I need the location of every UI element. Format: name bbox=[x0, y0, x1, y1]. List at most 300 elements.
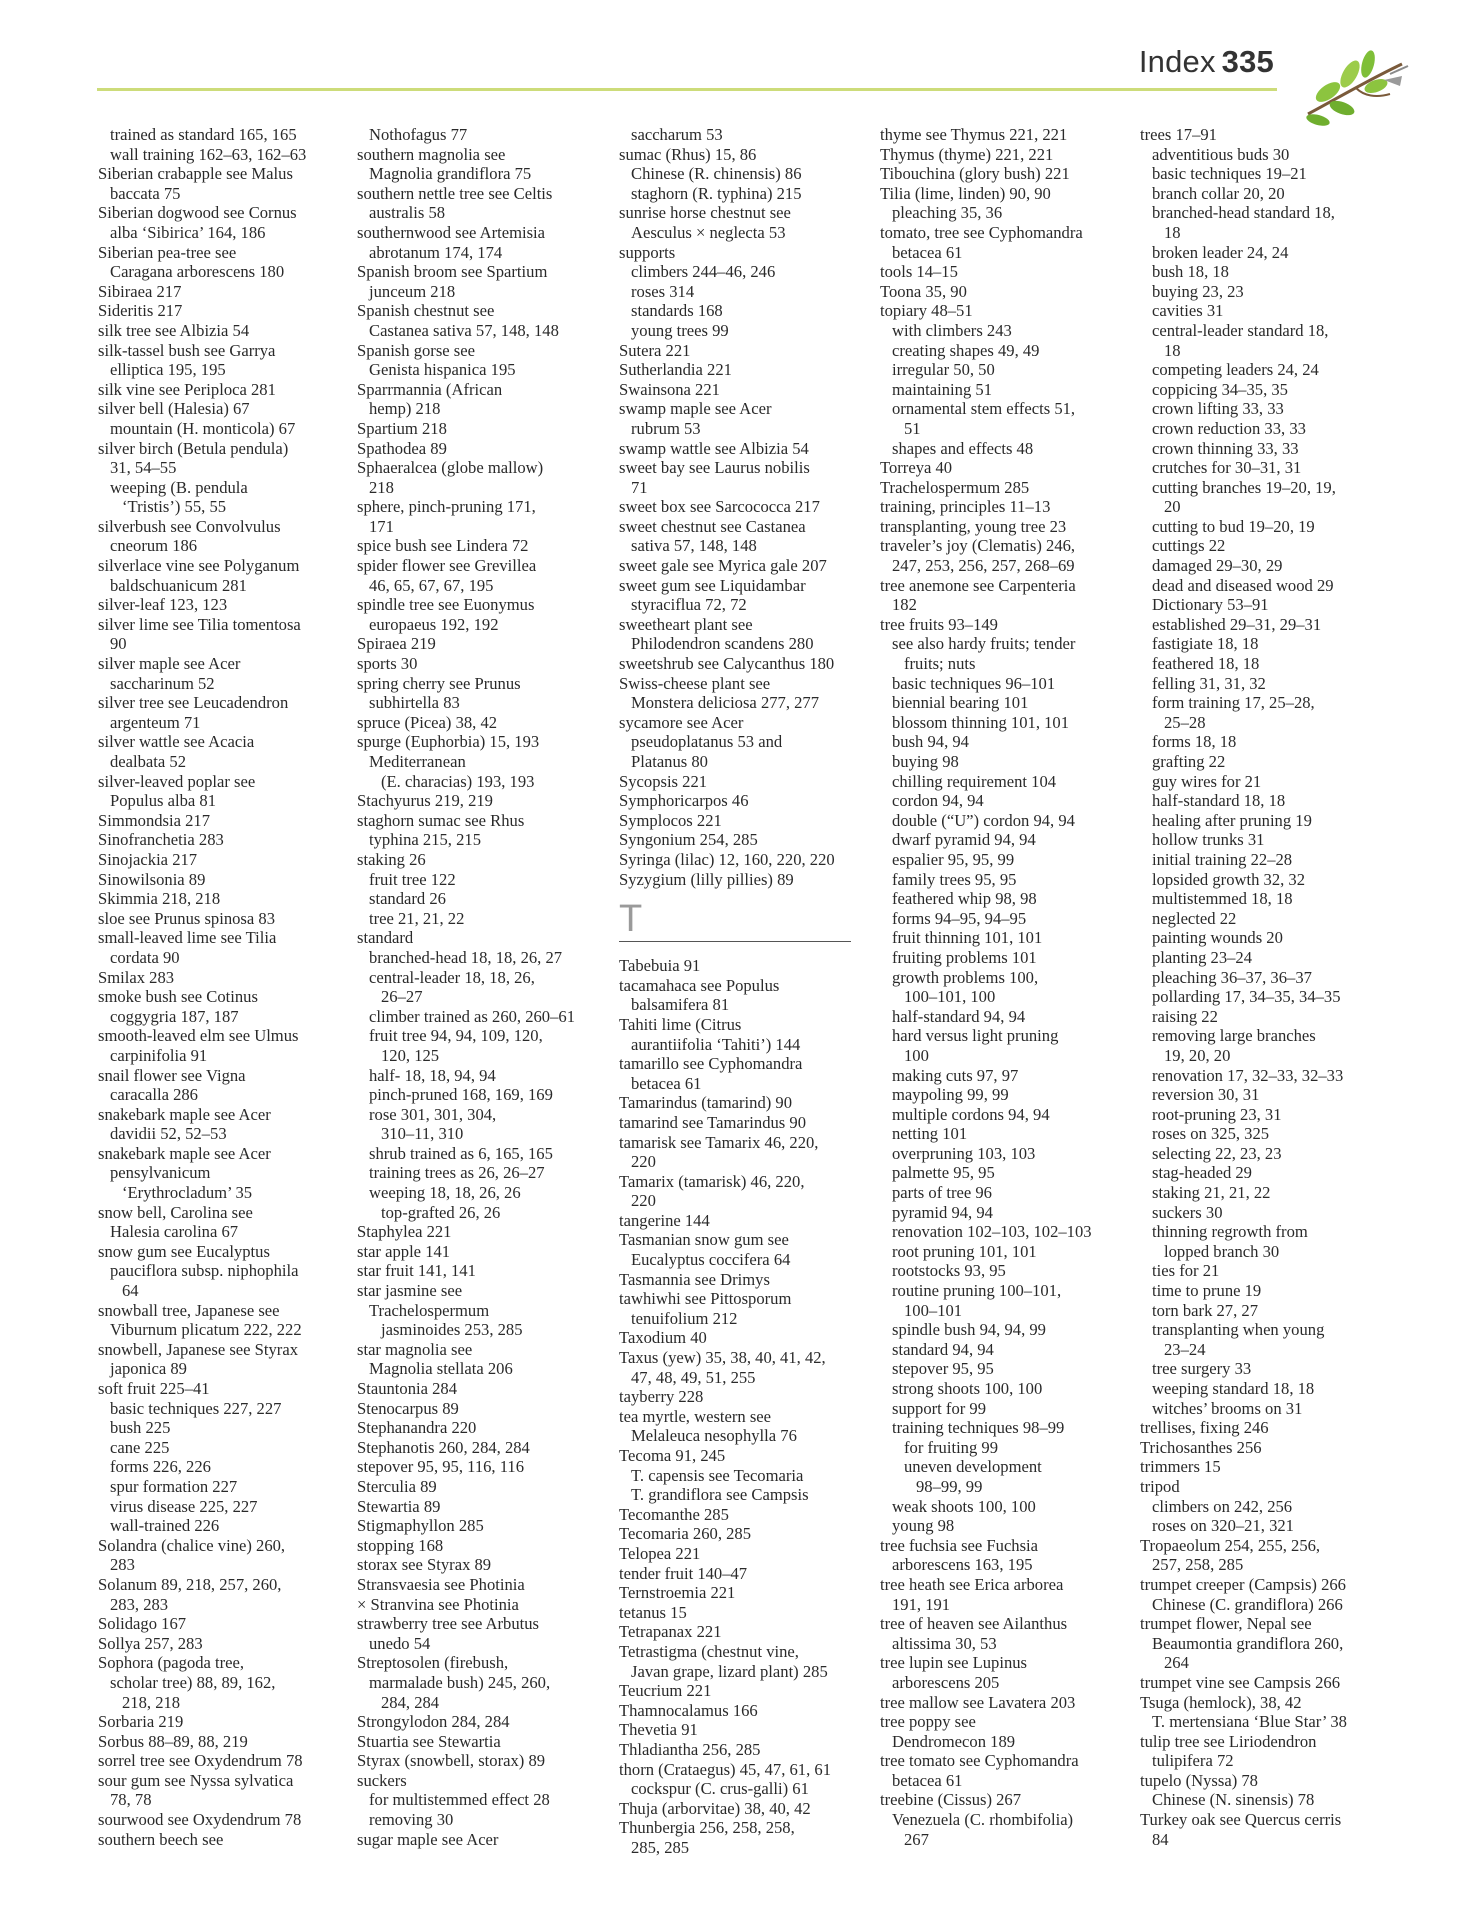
index-entry: Sphaeralcea (globe mallow) bbox=[357, 458, 544, 478]
index-entry: spruce (Picea) 38, 42 bbox=[357, 712, 498, 732]
index-entry: cutting to bud 19–20, 19 bbox=[1152, 516, 1315, 536]
index-entry: chilling requirement 104 bbox=[892, 771, 1057, 791]
index-entry: irregular 50, 50 bbox=[892, 360, 995, 380]
index-entry: roses on 320–21, 321 bbox=[1152, 1516, 1294, 1536]
index-entry: training techniques 98–99 bbox=[892, 1418, 1065, 1438]
index-entry: Populus alba 81 bbox=[110, 791, 217, 811]
index-entry: Tetrapanax 221 bbox=[619, 1622, 722, 1642]
index-entry: Spanish gorse see bbox=[357, 340, 475, 360]
index-entry: basic techniques 19–21 bbox=[1152, 164, 1307, 184]
index-entry: cuttings 22 bbox=[1152, 536, 1226, 556]
index-entry: root pruning 101, 101 bbox=[892, 1241, 1037, 1261]
index-entry: 84 bbox=[1152, 1829, 1169, 1849]
index-entry: young trees 99 bbox=[631, 320, 729, 340]
index-entry: uneven development bbox=[904, 1457, 1042, 1477]
index-entry: spindle tree see Euonymus bbox=[357, 595, 535, 615]
index-entry: 285, 285 bbox=[631, 1837, 690, 1857]
index-entry: Stigmaphyllon 285 bbox=[357, 1516, 484, 1536]
index-entry: silver-leaved poplar see bbox=[98, 771, 256, 791]
index-entry: 284, 284 bbox=[381, 1692, 440, 1712]
index-entry: smooth-leaved elm see Ulmus bbox=[98, 1026, 299, 1046]
index-entry: adventitious buds 30 bbox=[1152, 144, 1290, 164]
index-entry: snowball tree, Japanese see bbox=[98, 1300, 280, 1320]
index-entry: Trachelospermum 285 bbox=[880, 477, 1030, 497]
index-entry: forms 94–95, 94–95 bbox=[892, 908, 1027, 928]
index-entry: healing after pruning 19 bbox=[1152, 810, 1312, 830]
index-entry: Strongylodon 284, 284 bbox=[357, 1712, 510, 1732]
index-entry: Smilax 283 bbox=[98, 967, 175, 987]
index-entry: rootstocks 93, 95 bbox=[892, 1261, 1006, 1281]
index-entry: staking 26 bbox=[357, 849, 426, 869]
index-entry: mountain (H. monticola) 67 bbox=[110, 418, 296, 438]
index-entry: japonica 89 bbox=[110, 1359, 187, 1379]
index-entry: 71 bbox=[631, 477, 648, 497]
index-entry: Thladiantha 256, 285 bbox=[619, 1739, 761, 1759]
index-entry: tupelo (Nyssa) 78 bbox=[1140, 1770, 1258, 1790]
index-entry: silver-leaf 123, 123 bbox=[98, 595, 228, 615]
index-entry: Teucrium 221 bbox=[619, 1681, 712, 1701]
index-entry: hollow trunks 31 bbox=[1152, 830, 1265, 850]
index-entry: Spartium 218 bbox=[357, 418, 447, 438]
index-entry: trumpet creeper (Campsis) 266 bbox=[1140, 1574, 1346, 1594]
index-entry: Stachyurus 219, 219 bbox=[357, 791, 493, 811]
index-entry: parts of tree 96 bbox=[892, 1183, 992, 1203]
index-entry: Solanum 89, 218, 257, 260, bbox=[98, 1574, 282, 1594]
index-entry: Dictionary 53–91 bbox=[1152, 595, 1269, 615]
index-entry: making cuts 97, 97 bbox=[892, 1065, 1019, 1085]
index-entry: Solandra (chalice vine) 260, bbox=[98, 1535, 286, 1555]
index-entry: sweet box see Sarcococca 217 bbox=[619, 497, 820, 517]
index-entry: saccharinum 52 bbox=[110, 673, 215, 693]
index-entry: snowbell, Japanese see Styrax bbox=[98, 1339, 298, 1359]
index-entry: thyme see Thymus 221, 221 bbox=[880, 125, 1068, 144]
index-entry: Spiraea 219 bbox=[357, 634, 436, 654]
index-entry: star jasmine see bbox=[357, 1281, 463, 1301]
index-entry: 182 bbox=[892, 595, 917, 615]
index-entry: balsamifera 81 bbox=[631, 995, 730, 1015]
index-entry: tree mallow see Lavatera 203 bbox=[880, 1692, 1076, 1712]
index-entry: Taxus (yew) 35, 38, 40, 41, 42, bbox=[619, 1348, 826, 1368]
index-entry: trellises, fixing 246 bbox=[1140, 1418, 1269, 1438]
index-entry: Telopea 221 bbox=[619, 1543, 701, 1563]
index-entry: carpinifolia 91 bbox=[110, 1045, 208, 1065]
index-entry: styraciflua 72, 72 bbox=[631, 595, 747, 615]
index-entry: removing 30 bbox=[369, 1810, 454, 1830]
index-entry: creating shapes 49, 49 bbox=[892, 340, 1040, 360]
index-entry: unedo 54 bbox=[369, 1633, 431, 1653]
index-entry: sumac (Rhus) 15, 86 bbox=[619, 144, 757, 164]
index-entry: for multistemmed effect 28 bbox=[369, 1790, 550, 1810]
index-entry: Syringa (lilac) 12, 160, 220, 220 bbox=[619, 849, 835, 869]
page-header bbox=[0, 0, 1467, 110]
index-entry: Venezuela (C. rhombifolia) bbox=[892, 1810, 1074, 1830]
index-entry: sunrise horse chestnut see bbox=[619, 203, 791, 223]
index-entry: central-leader 18, 18, 26, bbox=[369, 967, 535, 987]
index-entry: elliptica 195, 195 bbox=[110, 360, 226, 380]
index-entry: Chinese (N. sinensis) 78 bbox=[1152, 1790, 1315, 1810]
index-entry: strong shoots 100, 100 bbox=[892, 1379, 1043, 1398]
index-entry: Tecoma 91, 245 bbox=[619, 1446, 726, 1465]
index-entry: storax see Styrax 89 bbox=[357, 1555, 492, 1575]
index-entry: raising 22 bbox=[1152, 1006, 1218, 1026]
index-entry: 191, 191 bbox=[892, 1594, 951, 1614]
index-entry: espalier 95, 95, 99 bbox=[892, 849, 1015, 869]
index-entry: baldschuanicum 281 bbox=[110, 575, 247, 595]
index-entry: suckers 30 bbox=[1152, 1202, 1223, 1222]
page-number: 335 bbox=[1221, 44, 1274, 79]
index-entry: established 29–31, 29–31 bbox=[1152, 614, 1322, 634]
index-entry: weeping standard 18, 18 bbox=[1152, 1379, 1315, 1398]
index-entry: tamarillo see Cyphomandra bbox=[619, 1054, 803, 1074]
index-entry: transplanting when young bbox=[1152, 1320, 1325, 1340]
index-entry: Sterculia 89 bbox=[357, 1476, 437, 1496]
index-entry: dead and diseased wood 29 bbox=[1152, 575, 1334, 595]
index-entry: weeping (B. pendula bbox=[110, 477, 248, 497]
index-entry: virus disease 225, 227 bbox=[110, 1496, 258, 1516]
index-entry: cordata 90 bbox=[110, 947, 180, 967]
index-entry: × Stranvina see Photinia bbox=[357, 1594, 519, 1614]
index-entry: Toona 35, 90 bbox=[880, 281, 967, 301]
index-entry: felling 31, 31, 32 bbox=[1152, 673, 1266, 693]
index-entry: Styrax (snowbell, storax) 89 bbox=[357, 1751, 546, 1771]
index-entry: roses on 325, 325 bbox=[1152, 1124, 1270, 1144]
index-entry: weak shoots 100, 100 bbox=[892, 1496, 1036, 1516]
index-entry: tools 14–15 bbox=[880, 262, 958, 282]
index-entry: netting 101 bbox=[892, 1124, 968, 1144]
index-entry: Nothofagus 77 bbox=[369, 125, 468, 144]
index-entry: (E. characias) 193, 193 bbox=[381, 771, 535, 791]
index-entry: bush 18, 18 bbox=[1152, 262, 1229, 282]
index-label: Index bbox=[1138, 44, 1216, 79]
index-entry: multiple cordons 94, 94 bbox=[892, 1104, 1050, 1124]
index-entry: subhirtella 83 bbox=[369, 693, 460, 713]
index-entry: time to prune 19 bbox=[1152, 1281, 1262, 1301]
index-entry: trumpet vine see Campsis 266 bbox=[1140, 1672, 1341, 1692]
index-entry: spice bush see Lindera 72 bbox=[357, 536, 529, 556]
index-column-4 bbox=[880, 125, 1132, 1849]
index-entry: painting wounds 20 bbox=[1152, 928, 1283, 948]
index-entry: standards 168 bbox=[631, 301, 723, 321]
index-entry: fruit tree 94, 94, 109, 120, bbox=[369, 1026, 543, 1046]
index-entry: Beaumontia grandiflora 260, bbox=[1152, 1633, 1344, 1653]
index-entry: lopsided growth 32, 32 bbox=[1152, 869, 1306, 889]
index-entry: tree 21, 21, 22 bbox=[369, 908, 465, 928]
index-entry: tree fuchsia see Fuchsia bbox=[880, 1535, 1039, 1555]
index-entry: growth problems 100, bbox=[892, 967, 1039, 987]
index-entry: smoke bush see Cotinus bbox=[98, 987, 258, 1007]
index-entry: broken leader 24, 24 bbox=[1152, 242, 1289, 262]
index-entry: Tamarix (tamarisk) 46, 220, bbox=[619, 1171, 805, 1191]
index-entry: root-pruning 23, 31 bbox=[1152, 1104, 1282, 1124]
index-entry: standard 94, 94 bbox=[892, 1339, 994, 1359]
index-entry: Siberian crabapple see Malus bbox=[98, 164, 293, 184]
index-entry: traveler’s joy (Clematis) 246, bbox=[880, 536, 1076, 556]
index-entry: arborescens 163, 195 bbox=[892, 1555, 1033, 1575]
index-entry: 98–99, 99 bbox=[916, 1476, 983, 1496]
index-entry: hemp) 218 bbox=[369, 399, 441, 419]
index-entry: Tabebuia 91 bbox=[619, 956, 701, 976]
index-entry: spring cherry see Prunus bbox=[357, 673, 521, 693]
index-entry: 26–27 bbox=[381, 987, 423, 1007]
index-entry: 220 bbox=[631, 1152, 656, 1172]
index-entry: snow bell, Carolina see bbox=[98, 1202, 253, 1222]
index-entry: buying 23, 23 bbox=[1152, 281, 1244, 301]
index-entry: Sorbus 88–89, 88, 219 bbox=[98, 1731, 248, 1751]
index-entry: Tecomaria 260, 285 bbox=[619, 1524, 752, 1544]
index-entry: Stephanotis 260, 284, 284 bbox=[357, 1437, 530, 1457]
index-entry: fruits; nuts bbox=[904, 654, 976, 674]
index-entry: transplanting, young tree 23 bbox=[880, 516, 1067, 536]
index-entry: renovation 17, 32–33, 32–33 bbox=[1152, 1065, 1344, 1085]
index-entry: 47, 48, 49, 51, 255 bbox=[631, 1367, 756, 1387]
index-entry: silver maple see Acer bbox=[98, 654, 241, 674]
index-entry: routine pruning 100–101, bbox=[892, 1281, 1062, 1301]
index-entry: tripod bbox=[1140, 1476, 1180, 1496]
index-entry: ‘Tristis’) 55, 55 bbox=[122, 497, 227, 517]
index-entry: tulip tree see Liriodendron bbox=[1140, 1731, 1317, 1751]
index-entry: neglected 22 bbox=[1152, 908, 1237, 928]
index-entry: tenuifolium 212 bbox=[631, 1308, 738, 1328]
index-entry: multistemmed 18, 18 bbox=[1152, 889, 1293, 909]
index-entry: Thevetia 91 bbox=[619, 1720, 698, 1740]
index-entry: reversion 30, 31 bbox=[1152, 1085, 1260, 1105]
section-letter: T bbox=[619, 898, 643, 941]
index-entry: Sutera 221 bbox=[619, 340, 691, 360]
index-entry: cockspur (C. crus-galli) 61 bbox=[631, 1779, 809, 1799]
index-entry: Sideritis 217 bbox=[98, 301, 183, 321]
index-entry: tree lupin see Lupinus bbox=[880, 1653, 1028, 1673]
index-entry: silk-tassel bush see Garrya bbox=[98, 340, 276, 360]
index-entry: Eucalyptus coccifera 64 bbox=[631, 1250, 791, 1270]
index-entry: stepover 95, 95, 116, 116 bbox=[357, 1457, 524, 1477]
index-entry: feathered 18, 18 bbox=[1152, 654, 1260, 674]
index-entry: davidii 52, 52–53 bbox=[110, 1124, 227, 1144]
index-entry: pinch-pruned 168, 169, 169 bbox=[369, 1085, 553, 1105]
index-entry: Magnolia stellata 206 bbox=[369, 1359, 513, 1379]
index-entry: 19, 20, 20 bbox=[1164, 1045, 1231, 1065]
index-entry: topiary 48–51 bbox=[880, 301, 973, 321]
index-entry: Stuartia see Stewartia bbox=[357, 1731, 501, 1751]
index-column-1 bbox=[98, 125, 350, 1849]
index-entry: caracalla 286 bbox=[110, 1085, 198, 1105]
index-entry: Magnolia grandiflora 75 bbox=[369, 164, 532, 184]
index-entry: 23–24 bbox=[1164, 1339, 1206, 1359]
index-entry: alba ‘Sibirica’ 164, 186 bbox=[110, 222, 266, 242]
index-entry: Symplocos 221 bbox=[619, 810, 722, 830]
index-entry: tawhiwhi see Pittosporum bbox=[619, 1289, 792, 1309]
index-entry: thorn (Crataegus) 45, 47, 61, 61 bbox=[619, 1759, 831, 1779]
index-entry: Platanus 80 bbox=[631, 752, 708, 771]
index-entry: Stewartia 89 bbox=[357, 1496, 441, 1516]
index-entry: sourwood see Oxydendrum 78 bbox=[98, 1810, 302, 1830]
index-entry: pleaching 36–37, 36–37 bbox=[1152, 967, 1312, 987]
index-entry: tender fruit 140–47 bbox=[619, 1563, 748, 1583]
leaf-sprig-icon bbox=[1298, 36, 1410, 132]
index-entry: branched-head standard 18, bbox=[1152, 203, 1335, 223]
section-letter-rule bbox=[619, 941, 851, 942]
index-entry: maypoling 99, 99 bbox=[892, 1085, 1009, 1105]
index-entry: Philodendron scandens 280 bbox=[631, 634, 814, 654]
index-entry: sphere, pinch-pruning 171, bbox=[357, 497, 536, 517]
index-entry: tree fruits 93–149 bbox=[880, 614, 998, 634]
index-entry: tree anemone see Carpenteria bbox=[880, 575, 1076, 595]
index-entry: dealbata 52 bbox=[110, 752, 187, 771]
index-entry: T. grandiflora see Campsis bbox=[631, 1485, 809, 1505]
index-entry: Thuja (arborvitae) 38, 40, 42 bbox=[619, 1798, 811, 1818]
index-entry: ‘Erythrocladum’ 35 bbox=[122, 1183, 253, 1203]
index-entry: Sinojackia 217 bbox=[98, 849, 198, 869]
index-entry: sour gum see Nyssa sylvatica bbox=[98, 1770, 294, 1790]
index-entry: forms 18, 18 bbox=[1152, 732, 1237, 752]
index-entry: Trachelospermum bbox=[369, 1300, 490, 1320]
index-entry: typhina 215, 215 bbox=[369, 830, 481, 850]
index-entry: southern beech see bbox=[98, 1829, 224, 1849]
index-entry: T. mertensiana ‘Blue Star’ 38 bbox=[1152, 1712, 1347, 1732]
index-entry: 64 bbox=[122, 1281, 139, 1301]
index-entry: Javan grape, lizard plant) 285 bbox=[631, 1661, 828, 1681]
index-entry: Dendromecon 189 bbox=[892, 1731, 1016, 1751]
index-entry: Caragana arborescens 180 bbox=[110, 262, 285, 282]
index-entry: planting 23–24 bbox=[1152, 947, 1253, 967]
index-entry: strawberry tree see Arbutus bbox=[357, 1614, 540, 1634]
index-entry: pollarding 17, 34–35, 34–35 bbox=[1152, 987, 1341, 1007]
index-entry: Thunbergia 256, 258, 258, bbox=[619, 1818, 795, 1838]
index-entry: silverbush see Convolvulus bbox=[98, 516, 281, 536]
index-entry: trimmers 15 bbox=[1140, 1457, 1221, 1477]
index-entry: Chinese (C. grandiflora) 266 bbox=[1152, 1594, 1343, 1614]
index-entry: selecting 22, 23, 23 bbox=[1152, 1143, 1282, 1163]
index-entry: snakebark maple see Acer bbox=[98, 1143, 271, 1163]
index-entry: Stauntonia 284 bbox=[357, 1379, 458, 1398]
index-entry: see also hardy fruits; tender bbox=[892, 634, 1076, 654]
index-entry: Sparrmannia (African bbox=[357, 379, 503, 399]
index-entry: competing leaders 24, 24 bbox=[1152, 360, 1319, 380]
index-entry: pleaching 35, 36 bbox=[892, 203, 1003, 223]
index-entry: trumpet flower, Nepal see bbox=[1140, 1614, 1312, 1634]
index-entry: forms 226, 226 bbox=[110, 1457, 211, 1477]
index-entry: silver wattle see Acacia bbox=[98, 732, 255, 752]
index-entry: sweetheart plant see bbox=[619, 614, 753, 634]
index-entry: 18 bbox=[1164, 340, 1181, 360]
index-entry: shrub trained as 6, 165, 165 bbox=[369, 1143, 553, 1163]
index-entry: blossom thinning 101, 101 bbox=[892, 712, 1070, 732]
index-entry: silver tree see Leucadendron bbox=[98, 693, 289, 713]
index-entry: Stephanandra 220 bbox=[357, 1418, 477, 1438]
index-entry: overpruning 103, 103 bbox=[892, 1143, 1036, 1163]
index-entry: silverlace vine see Polyganum bbox=[98, 556, 300, 576]
index-entry: Melaleuca nesophylla 76 bbox=[631, 1426, 797, 1446]
index-entry: junceum 218 bbox=[369, 281, 456, 301]
index-entry: half- 18, 18, 94, 94 bbox=[369, 1065, 496, 1085]
index-entry: Solidago 167 bbox=[98, 1614, 187, 1634]
index-entry: silver bell (Halesia) 67 bbox=[98, 399, 250, 419]
index-entry: scholar tree) 88, 89, 162, bbox=[110, 1672, 276, 1692]
index-entry: betacea 61 bbox=[631, 1073, 702, 1093]
index-entry: feathered whip 98, 98 bbox=[892, 889, 1037, 909]
index-entry: tea myrtle, western see bbox=[619, 1406, 772, 1426]
index-entry: Swainsona 221 bbox=[619, 379, 720, 399]
index-entry: silk tree see Albizia 54 bbox=[98, 320, 250, 340]
index-entry: cane 225 bbox=[110, 1437, 170, 1457]
index-entry: Tsuga (hemlock), 38, 42 bbox=[1140, 1692, 1302, 1712]
index-entry: Spanish chestnut see bbox=[357, 301, 495, 321]
index-entry: Tetrastigma (chestnut vine, bbox=[619, 1641, 799, 1661]
index-entry: 247, 253, 256, 257, 268–69 bbox=[892, 556, 1075, 576]
index-entry: rubrum 53 bbox=[631, 418, 701, 438]
index-entry: crown thinning 33, 33 bbox=[1152, 438, 1299, 458]
index-entry: Taxodium 40 bbox=[619, 1328, 707, 1348]
index-entry: Tahiti lime (Citrus bbox=[619, 1014, 742, 1034]
index-entry: double (“U”) cordon 94, 94 bbox=[892, 810, 1075, 830]
index-entry: 18 bbox=[1164, 222, 1181, 242]
index-entry: Tamarindus (tamarind) 90 bbox=[619, 1093, 793, 1113]
index-entry: australis 58 bbox=[369, 203, 446, 223]
index-entry: 218, 218 bbox=[122, 1692, 181, 1712]
index-entry: silver lime see Tilia tomentosa bbox=[98, 614, 301, 634]
index-entry: shapes and effects 48 bbox=[892, 438, 1034, 458]
index-entry: abrotanum 174, 174 bbox=[369, 242, 503, 262]
index-entry: fruit tree 122 bbox=[369, 869, 456, 889]
index-entry: top-grafted 26, 26 bbox=[381, 1202, 501, 1222]
index-entry: cavities 31 bbox=[1152, 301, 1224, 321]
index-entry: half-standard 94, 94 bbox=[892, 1006, 1026, 1026]
index-entry: 78, 78 bbox=[110, 1790, 152, 1810]
index-entry: Aesculus × neglecta 53 bbox=[631, 222, 786, 242]
index-entry: Sutherlandia 221 bbox=[619, 360, 732, 380]
index-entry: altissima 30, 53 bbox=[892, 1633, 997, 1653]
index-entry: wall-trained 226 bbox=[110, 1516, 220, 1536]
index-entry: torn bark 27, 27 bbox=[1152, 1300, 1258, 1320]
index-entry: branched-head 18, 18, 26, 27 bbox=[369, 947, 563, 967]
index-entry: Sorbaria 219 bbox=[98, 1712, 184, 1732]
index-entry: 46, 65, 67, 67, 195 bbox=[369, 575, 494, 595]
index-entry: sycamore see Acer bbox=[619, 712, 744, 732]
index-entry: betacea 61 bbox=[892, 242, 963, 262]
index-entry: Tecomanthe 285 bbox=[619, 1504, 729, 1524]
index-entry: pseudoplatanus 53 and bbox=[631, 732, 783, 752]
index-entry: 218 bbox=[369, 477, 394, 497]
index-entry: coggygria 187, 187 bbox=[110, 1006, 239, 1026]
index-entry: 90 bbox=[110, 634, 127, 654]
index-entry: small-leaved lime see Tilia bbox=[98, 928, 277, 948]
section-letter-heading bbox=[619, 897, 871, 942]
index-entry: 220 bbox=[631, 1191, 656, 1211]
index-entry: argenteum 71 bbox=[110, 712, 201, 732]
index-entry: tulipifera 72 bbox=[1152, 1751, 1234, 1771]
index-entry: Spathodea 89 bbox=[357, 438, 447, 458]
index-entry: damaged 29–30, 29 bbox=[1152, 556, 1283, 576]
index-entry: training trees as 26, 26–27 bbox=[369, 1163, 545, 1183]
index-column-5 bbox=[1140, 125, 1392, 1849]
index-entry: sweetshrub see Calycanthus 180 bbox=[619, 654, 835, 674]
index-entry: tamarind see Tamarindus 90 bbox=[619, 1112, 807, 1132]
index-entry: silk vine see Periploca 281 bbox=[98, 379, 276, 399]
index-entry: Ternstroemia 221 bbox=[619, 1583, 736, 1603]
index-entry: maintaining 51 bbox=[892, 379, 993, 399]
index-entry: Siberian pea-tree see bbox=[98, 242, 237, 262]
index-entry: thinning regrowth from bbox=[1152, 1222, 1308, 1242]
index-entry: tree of heaven see Ailanthus bbox=[880, 1614, 1068, 1634]
index-entry: staghorn sumac see Rhus bbox=[357, 810, 525, 830]
index-entry: staking 21, 21, 22 bbox=[1152, 1183, 1271, 1203]
index-entry: Thamnocalamus 166 bbox=[619, 1700, 758, 1720]
index-entry: weeping 18, 18, 26, 26 bbox=[369, 1183, 521, 1203]
index-entry: guy wires for 21 bbox=[1152, 771, 1262, 791]
index-entry: sativa 57, 148, 148 bbox=[631, 536, 757, 556]
index-entry: Sycopsis 221 bbox=[619, 771, 708, 791]
index-entry: removing large branches bbox=[1152, 1026, 1316, 1046]
index-entry: lopped branch 30 bbox=[1164, 1241, 1280, 1261]
